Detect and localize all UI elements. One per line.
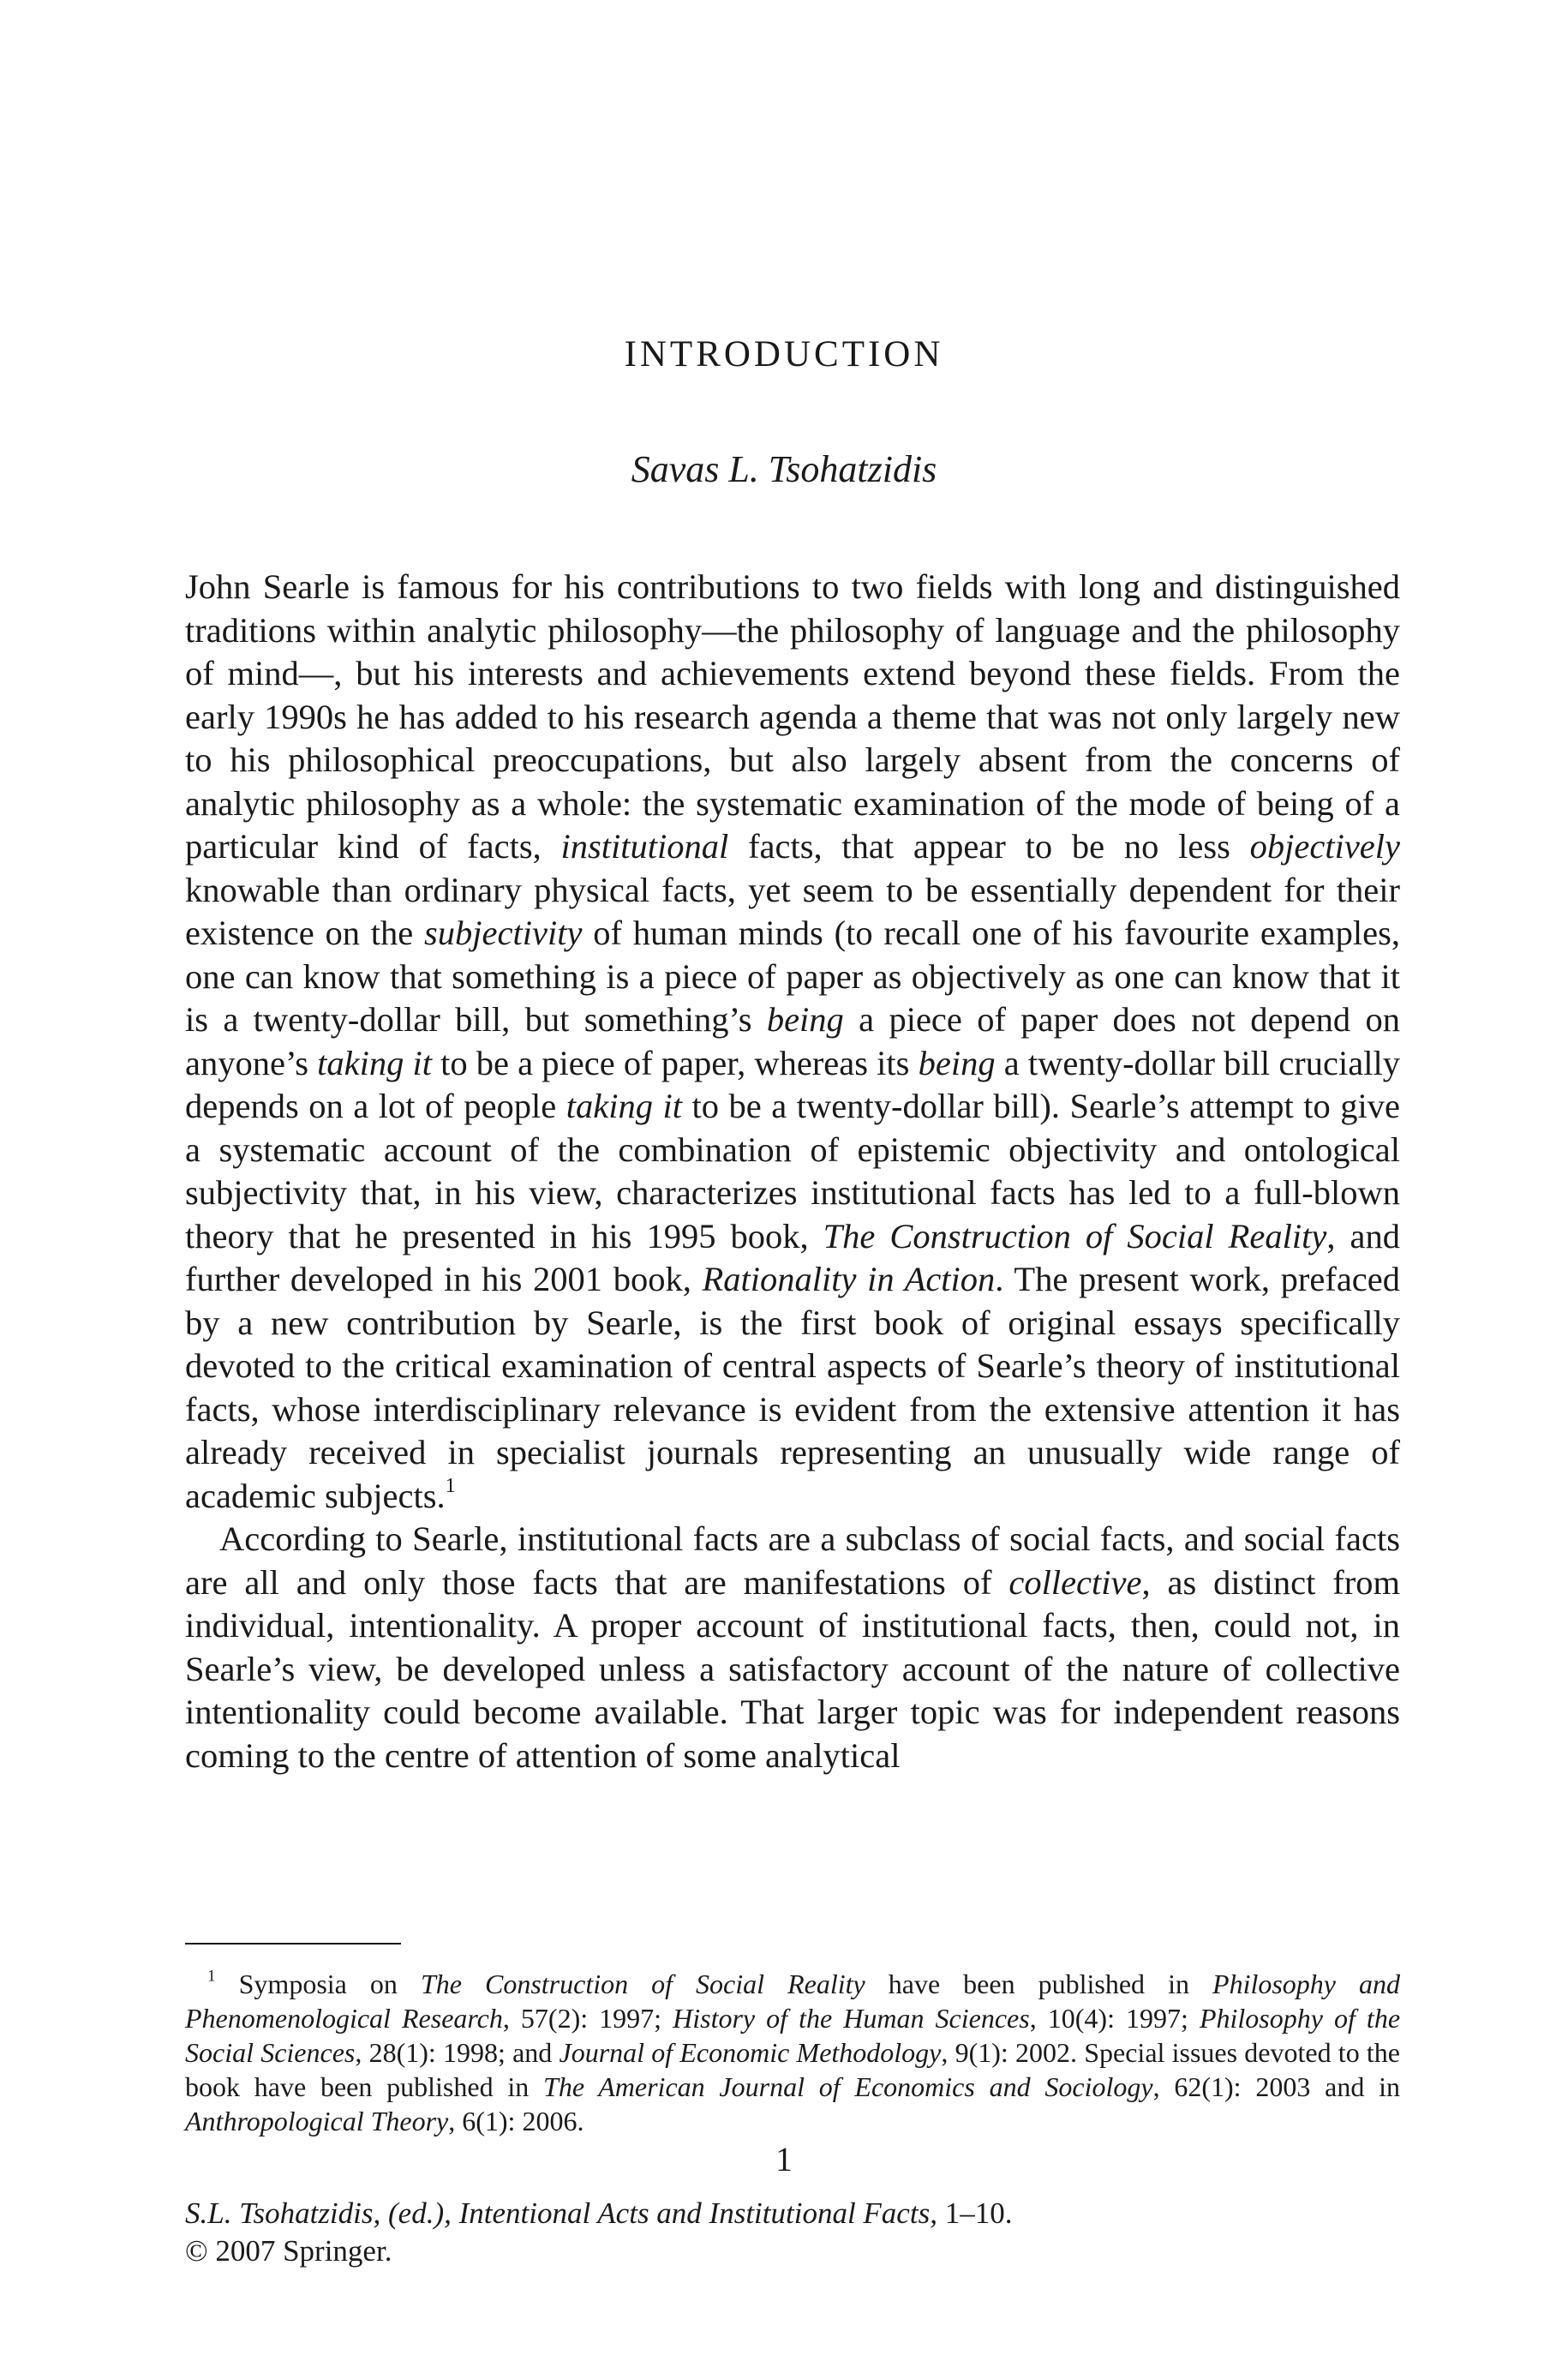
page-title: INTRODUCTION	[624, 334, 944, 375]
body-text	[185, 566, 1400, 1777]
page-number: 1	[775, 2140, 793, 2178]
footnote: $^1$ Symposia on The Construction of Social Reality have been published in Philosophy and Phenomenological Research, 57(2): 1997; History of the Human Sciences, 10(4): 1997; Philosophy of the Social Sciences, 28(1): 1998; and Journal of Economic Methodology, 9(1): 2002. Special issues devoted to the book have been published in The American Journal of Economics and Sociology, 62(1): 2003 and in Anthropological Theory, 6(1): 2006.	[185, 1967, 1401, 2136]
paragraph-1: John Searle is famous for his contributions to two fields with long and distinguished traditions within analytic philosophy—the philosophy of language and the philosophy of mind—, but his interests and achievements extend beyond these fields. From the early 1990s he has added to his research agenda a theme that was not only largely new to his philosophical preoccupations, but also largely absent from the concerns of analytic philosophy as a whole: the systematic examination of the mode of being of a particular kind of facts, institutional facts, that appear to be no less objectively knowable than ordinary physical facts, yet seem to be essentially dependent for their existence on the subjectivity of human minds (to recall one of his favourite examples, one can know that something is a piece of paper as objectively as one can know that it is a twenty-dollar bill, but something’s being a piece of paper does not depend on anyone’s taking it to be a piece of paper, whereas its being a twenty-dollar bill crucially depends on a lot of people taking it to be a twenty-dollar bill). Searle’s attempt to give a systematic account of the combination of epistemic objectivity and ontological subjectivity that, in his view, characterizes institutional facts has led to a full-blown theory that he presented in his 1995 book, The Construction of Social Reality, and further developed in his 2001 book, Rationality in Action. The present work, prefaced by a new contribution by Searle, is the first book of original essays specifically devoted to the critical examination of central aspects of Searle’s theory of institutional facts, whose interdisciplinary relevance is evident from the extensive attention it has already received in specialist journals representing an unusually wide range of academic subjects.$^1$	[185, 567, 1401, 1515]
paragraph-2: According to Searle, institutional facts are a subclass of social facts, and social facts are all and only those facts that are manifestations of collective, as distinct from individual, intentionality. A proper account of institutional facts, then, could not, in Searle’s view, be developed unless a satisfactory account of the nature of collective intentionality could become available. That larger topic was for independent reasons coming to the centre of attention of some analytical	[185, 1519, 1400, 1775]
source-citation: S.L. Tsohatzidis, (ed.), Intentional Acts and Institutional Facts, 1–10.	[185, 2196, 1013, 2230]
footnote-divider	[185, 1943, 401, 1945]
footnote-mark: 1	[207, 1967, 216, 1986]
author-name: Savas L. Tsohatzidis	[631, 448, 937, 490]
footnote-reference: 1	[445, 1473, 456, 1497]
copyright-notice: © 2007 Springer.	[185, 2234, 392, 2268]
